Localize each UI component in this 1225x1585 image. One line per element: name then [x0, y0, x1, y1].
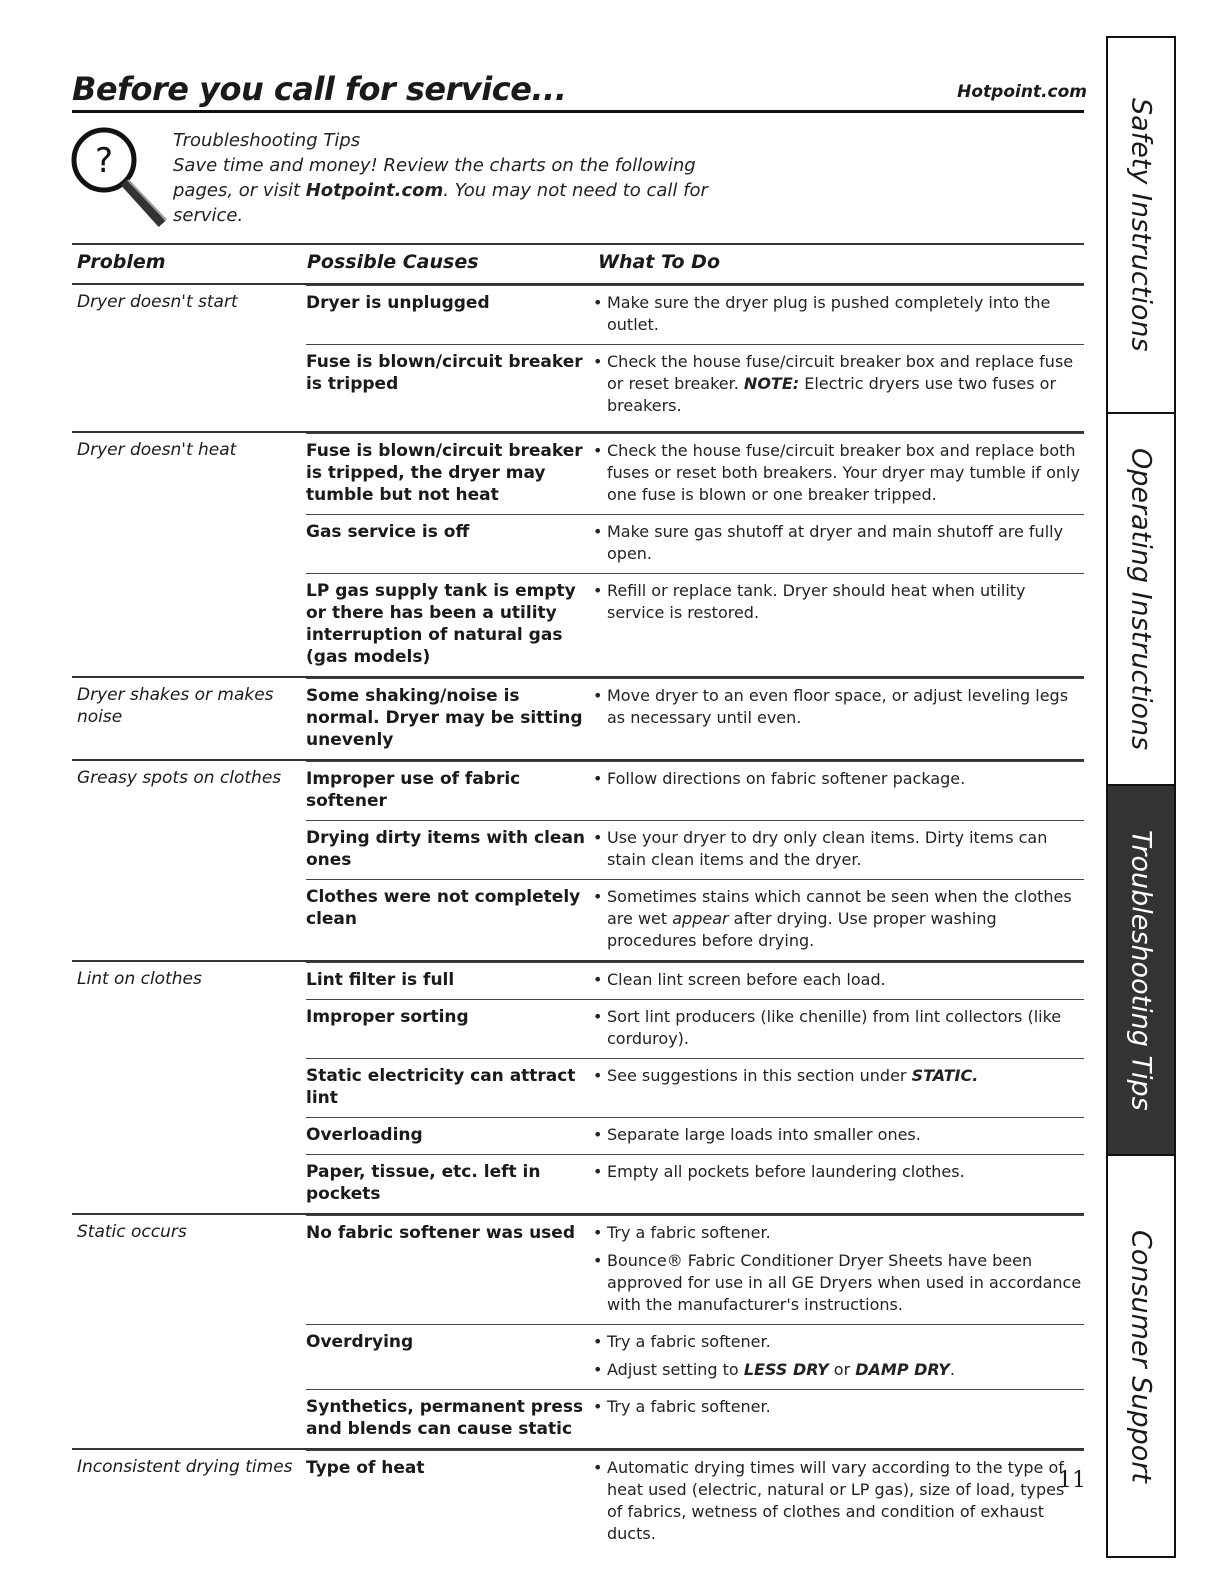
problem-label: Greasy spots on clothes — [77, 768, 282, 788]
cause-text: Overdrying — [306, 1332, 414, 1352]
title-rule — [72, 110, 1084, 113]
tab-consumer-support[interactable] — [1108, 1156, 1174, 1556]
table-row — [306, 1117, 1084, 1154]
table-row — [306, 1389, 1084, 1448]
tips-brand-link[interactable]: Hotpoint.com — [305, 180, 444, 201]
table-header — [72, 243, 1084, 285]
setting-less-dry: LESS DRY — [743, 1360, 829, 1379]
header-problem: Problem — [77, 251, 166, 273]
problem-label: Inconsistent drying times — [77, 1457, 293, 1477]
cause-text: Clothes were not completely clean — [306, 887, 581, 929]
tab-safety-instructions[interactable] — [1108, 38, 1174, 412]
header-todo: What To Do — [598, 251, 721, 273]
problem-group — [72, 1215, 1084, 1450]
todo-item: • Empty all pockets before laundering clothes. — [593, 1161, 1084, 1183]
table-row — [306, 962, 1084, 999]
cause-text: Improper use of fabric softener — [306, 769, 521, 811]
tab-operating-instructions[interactable] — [1108, 414, 1174, 784]
todo-cell — [593, 521, 1084, 565]
table-row — [306, 514, 1084, 573]
todo-cell — [593, 768, 1084, 812]
table-row — [306, 573, 1084, 676]
problem-label: Dryer doesn't start — [77, 292, 238, 312]
cause-text: Fuse is blown/circuit breaker is tripped, the dryer may tumble but not heat — [306, 441, 583, 505]
cause-text: Fuse is blown/circuit breaker is tripped — [306, 352, 583, 394]
todo-item: • Try a fabric softener. — [593, 1396, 1084, 1418]
todo-text: Adjust setting to — [607, 1360, 744, 1379]
table-row — [306, 820, 1084, 879]
todo-item — [593, 1065, 1084, 1087]
todo-text: Check the house fuse/circuit breaker box and replace fuse or reset breaker. — [607, 352, 1074, 393]
problem-group — [72, 433, 1084, 678]
todo-item: • Make sure the dryer plug is pushed completely into the outlet. — [593, 292, 1084, 336]
table-row — [306, 1215, 1084, 1324]
todo-item — [593, 351, 1084, 417]
todo-item: • Use your dryer to dry only clean items. Dirty items can stain clean items and the dryer. — [593, 827, 1084, 871]
todo-item: • Try a fabric softener. — [593, 1331, 1084, 1353]
table-row — [306, 999, 1084, 1058]
cause-text: Overloading — [306, 1125, 423, 1145]
problem-group — [72, 962, 1084, 1215]
cause-text: LP gas supply tank is empty or there has been a utility interruption of natural gas (gas models) — [306, 581, 576, 667]
table-row — [306, 879, 1084, 960]
todo-item: • Automatic drying times will vary according to the type of heat used (electric, natural or LP gas), size of load, types of fabrics, wetness of clothes and condition of exhaust ducts. — [593, 1457, 1084, 1545]
problem-group — [72, 285, 1084, 433]
todo-item: • Clean lint screen before each load. — [593, 969, 1084, 991]
cause-text: Drying dirty items with clean ones — [306, 828, 586, 870]
problem-label: Static occurs — [77, 1222, 187, 1242]
todo-text: Electric dryers use two fuses or breakers. — [607, 374, 1057, 415]
tips-line3: service. — [173, 205, 244, 226]
cause-text: Synthetics, permanent press and blends can cause static — [306, 1397, 584, 1439]
todo-item — [593, 886, 1084, 952]
tips-line1: Save time and money! Review the charts on the following — [173, 155, 696, 176]
todo-italic: appear — [672, 909, 729, 928]
todo-cell — [593, 1457, 1084, 1545]
problem-label: Dryer shakes or makes noise — [77, 685, 274, 727]
table-row — [306, 678, 1084, 759]
problem-label: Lint on clothes — [77, 969, 202, 989]
table-row — [306, 1450, 1084, 1553]
todo-cell — [593, 886, 1084, 952]
static-reference: STATIC. — [911, 1066, 979, 1085]
cause-text: No fabric softener was used — [306, 1223, 575, 1243]
cause-text: Paper, tissue, etc. left in pockets — [306, 1162, 541, 1204]
todo-cell — [593, 969, 1084, 991]
cause-text: Dryer is unplugged — [306, 293, 490, 313]
todo-cell — [593, 1222, 1084, 1316]
svg-text:?: ? — [94, 141, 114, 181]
table-row — [306, 433, 1084, 514]
site-link[interactable]: Hotpoint.com — [957, 82, 1087, 102]
tab-label: Troubleshooting Tips — [1125, 829, 1157, 1111]
todo-text: . — [949, 1360, 955, 1379]
cause-text: Type of heat — [306, 1458, 425, 1478]
tab-label: Safety Instructions — [1125, 98, 1157, 352]
todo-item: • Try a fabric softener. — [593, 1222, 1084, 1244]
todo-item: • Bounce® Fabric Conditioner Dryer Sheets have been approved for use in all GE Dryers when used in accordance with the manufacturer's instructions. — [593, 1250, 1084, 1316]
todo-item — [593, 1359, 1084, 1381]
todo-text: after drying. Use proper washing procedures before drying. — [607, 909, 997, 950]
tips-line2 — [173, 178, 708, 203]
table-row — [306, 1324, 1084, 1389]
problem-group — [72, 1450, 1084, 1553]
table-row — [306, 761, 1084, 820]
todo-cell — [593, 685, 1084, 751]
todo-cell — [593, 827, 1084, 871]
todo-cell — [593, 1161, 1084, 1205]
todo-item: • Refill or replace tank. Dryer should heat when utility service is restored. — [593, 580, 1084, 624]
cause-text: Some shaking/noise is normal. Dryer may be sitting unevenly — [306, 686, 583, 750]
todo-cell — [593, 1331, 1084, 1381]
todo-cell — [593, 1065, 1084, 1109]
todo-cell — [593, 580, 1084, 668]
troubleshooting-tips — [173, 128, 708, 228]
tab-label: Operating Instructions — [1125, 447, 1157, 751]
todo-cell — [593, 440, 1084, 506]
todo-item: • Separate large loads into smaller ones. — [593, 1124, 1084, 1146]
table-row — [306, 1154, 1084, 1213]
cause-text: Lint filter is full — [306, 970, 455, 990]
todo-text: Sometimes stains which cannot be seen when the clothes are wet — [607, 887, 1072, 928]
todo-item: • Move dryer to an even floor space, or adjust leveling legs as necessary until even. — [593, 685, 1084, 729]
tab-label: Consumer Support — [1125, 1229, 1157, 1483]
cause-text: Static electricity can attract lint — [306, 1066, 576, 1108]
table-row — [306, 1058, 1084, 1117]
header-causes: Possible Causes — [307, 251, 479, 273]
table-row — [306, 344, 1084, 431]
todo-text: or — [828, 1360, 856, 1379]
problem-group — [72, 678, 1084, 761]
problem-group — [72, 761, 1084, 962]
todo-cell — [593, 1124, 1084, 1146]
problem-label: Dryer doesn't heat — [77, 440, 237, 460]
cause-text: Gas service is off — [306, 522, 470, 542]
troubleshooting-table — [72, 243, 1084, 1553]
todo-cell — [593, 292, 1084, 336]
cause-text: Improper sorting — [306, 1007, 469, 1027]
section-tabs — [1106, 36, 1176, 1558]
todo-item: • Check the house fuse/circuit breaker box and replace both fuses or reset both breakers. Your dryer may tumble if only one fuse is blown or one breaker tripped. — [593, 440, 1084, 506]
todo-cell — [593, 351, 1084, 417]
note-label: NOTE: — [743, 374, 800, 393]
todo-item: • Make sure gas shutoff at dryer and main shutoff are fully open. — [593, 521, 1084, 565]
table-row — [306, 285, 1084, 344]
question-magnifier-icon — [62, 120, 174, 232]
todo-cell — [593, 1006, 1084, 1050]
tips-line2-start: pages, or visit — [173, 180, 306, 201]
page-number: 11 — [1058, 1468, 1086, 1493]
tips-line2-end: . You may not need to call for — [443, 180, 708, 201]
tips-heading: Troubleshooting Tips — [173, 130, 361, 151]
todo-text: See suggestions in this section under — [607, 1066, 912, 1085]
tab-troubleshooting-tips[interactable] — [1108, 786, 1174, 1154]
todo-cell — [593, 1396, 1084, 1440]
todo-item: • Sort lint producers (like chenille) from lint collectors (like corduroy). — [593, 1006, 1084, 1050]
todo-item: • Follow directions on fabric softener package. — [593, 768, 1084, 790]
page-title: Before you call for service... — [72, 70, 567, 108]
setting-damp-dry: DAMP DRY — [855, 1360, 950, 1379]
